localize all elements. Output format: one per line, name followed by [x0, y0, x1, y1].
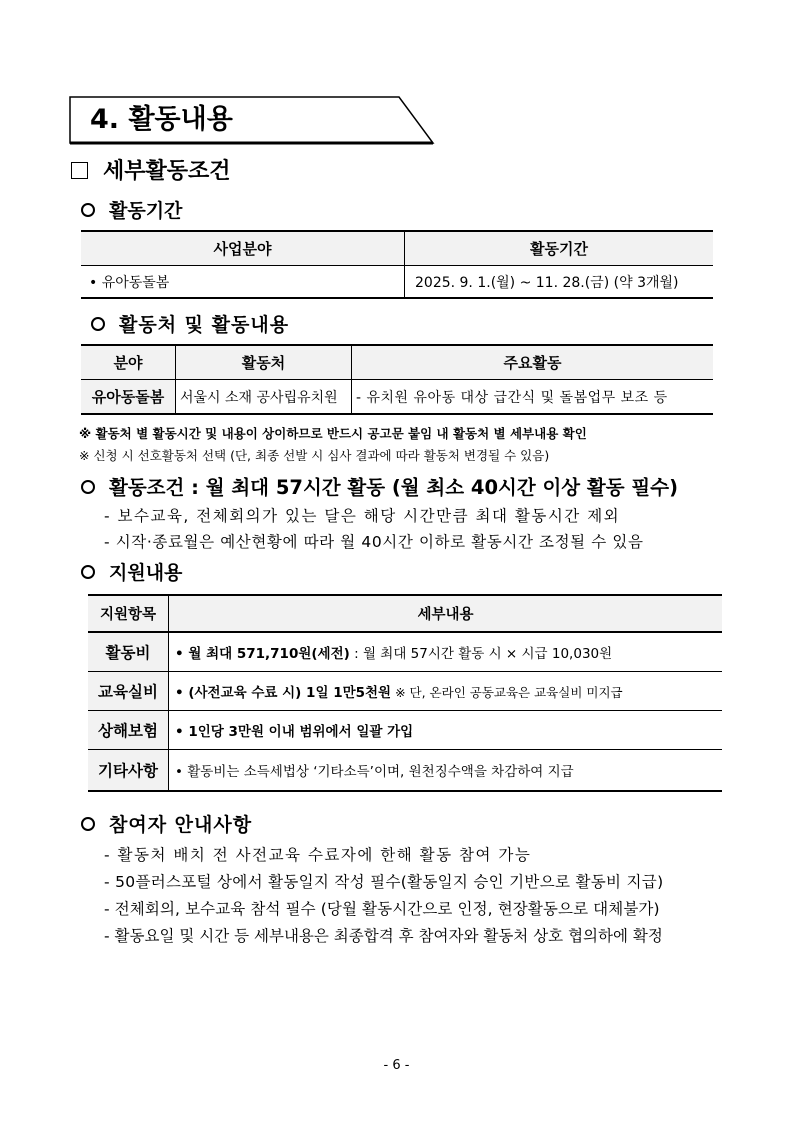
header-business-field: 사업분야 [81, 231, 405, 266]
activity-conditions-heading [81, 472, 678, 500]
support-table [88, 594, 722, 792]
condition-item-2: - 시작·종료월은 예산현황에 따라 월 40시간 이하로 활동시간 조정될 수 있음 [104, 533, 644, 551]
square-bullet-icon [71, 162, 88, 179]
activity-conditions-heading-text: 활동조건 : 월 최대 57시간 활동 (월 최소 40시간 이상 활동 필수) [109, 476, 678, 499]
header-main-activity: 주요활동 [352, 345, 714, 380]
activity-places-heading [91, 310, 289, 337]
cell-period: 2025. 9. 1.(월) ~ 11. 28.(금) (약 3개월) [405, 266, 714, 299]
cell-place: 서울시 소재 공사립유치원 [176, 380, 352, 415]
cell-item: 활동비 [88, 632, 169, 672]
circle-bullet-icon [81, 480, 95, 494]
support-heading [81, 558, 182, 585]
cell-field: • 유아동돌봄 [81, 266, 405, 299]
detail-bold: • 1인당 3만원 이내 범위에서 일괄 가입 [175, 724, 414, 740]
cell-item: 교육실비 [88, 672, 169, 711]
detail-rest: • 활동비는 소득세법상 ‘기타소득’이며, 원천징수액을 차감하여 지급 [175, 764, 574, 780]
note-important: ※ 활동처 별 활동시간 및 내용이 상이하므로 반드시 공고문 붙임 내 활동처 별 세부내용 확인 [79, 426, 587, 441]
cell-field: 유아동돌봄 [81, 380, 176, 415]
detail-bold: • (사전교육 수료 시) 1일 1만5천원 [175, 685, 392, 701]
circle-bullet-icon [81, 817, 95, 831]
guide-item-2: - 50플러스포털 상에서 활동일지 작성 필수(활동일지 승인 기반으로 활동비 지급) [104, 873, 664, 891]
activity-places-table [81, 344, 713, 415]
table-row [88, 711, 722, 750]
support-heading-text: 지원내용 [109, 562, 183, 584]
cell-detail [169, 711, 723, 750]
participant-guide-heading-text: 참여자 안내사항 [109, 814, 253, 836]
cell-detail [169, 672, 723, 711]
cell-item: 기타사항 [88, 750, 169, 792]
table-header-row [81, 231, 713, 266]
cell-detail [169, 750, 723, 792]
detail-rest: ※ 단, 온라인 공동교육은 교육실비 미지급 [391, 685, 623, 700]
table-row [88, 672, 722, 711]
activity-period-heading-text: 활동기간 [109, 200, 183, 222]
header-activity-period: 활동기간 [405, 231, 714, 266]
activity-period-table [81, 230, 713, 299]
guide-item-4: - 활동요일 및 시간 등 세부내용은 최종합격 후 참여자와 활동처 상호 협의하에 확정 [104, 927, 663, 945]
table-row [81, 380, 713, 415]
circle-bullet-icon [91, 317, 105, 331]
table-row [88, 632, 722, 672]
cell-activity: - 유치원 유아동 대상 급간식 및 돌봄업무 보조 등 [352, 380, 714, 415]
circle-bullet-icon [81, 565, 95, 579]
circle-bullet-icon [81, 203, 95, 217]
detail-bold: • 월 최대 571,710원(세전) [175, 646, 350, 662]
guide-item-3: - 전체회의, 보수교육 참석 필수 (당월 활동시간으로 인정, 현장활동으로 대체불가) [104, 900, 660, 918]
table-row [88, 750, 722, 792]
cell-detail [169, 632, 723, 672]
header-field: 분야 [81, 345, 176, 380]
header-support-item: 지원항목 [88, 595, 169, 632]
table-header-row [81, 345, 713, 380]
header-place: 활동처 [176, 345, 352, 380]
cell-item: 상해보험 [88, 711, 169, 750]
activity-period-heading [81, 196, 182, 223]
page-number: - 6 - [383, 1058, 410, 1073]
condition-item-1: - 보수교육, 전체회의가 있는 달은 해당 시간만큼 최대 활동시간 제외 [104, 507, 621, 525]
detail-rest: : 월 최대 57시간 활동 시 × 시급 10,030원 [349, 646, 613, 662]
activity-places-heading-text: 활동처 및 활동내용 [119, 314, 290, 336]
table-header-row [88, 595, 722, 632]
guide-item-1: - 활동처 배치 전 사전교육 수료자에 한해 활동 참여 가능 [104, 846, 532, 864]
note-preference: ※ 신청 시 선호활동처 선택 (단, 최종 선발 시 심사 결과에 따라 활동처 변경될 수 있음) [79, 448, 550, 463]
section-title-text: 세부활동조건 [103, 159, 231, 184]
header-detail: 세부내용 [169, 595, 723, 632]
participant-guide-heading [81, 810, 252, 837]
chapter-title: 4. 활동내용 [90, 104, 233, 135]
table-row [81, 266, 713, 299]
section-title [71, 154, 231, 185]
